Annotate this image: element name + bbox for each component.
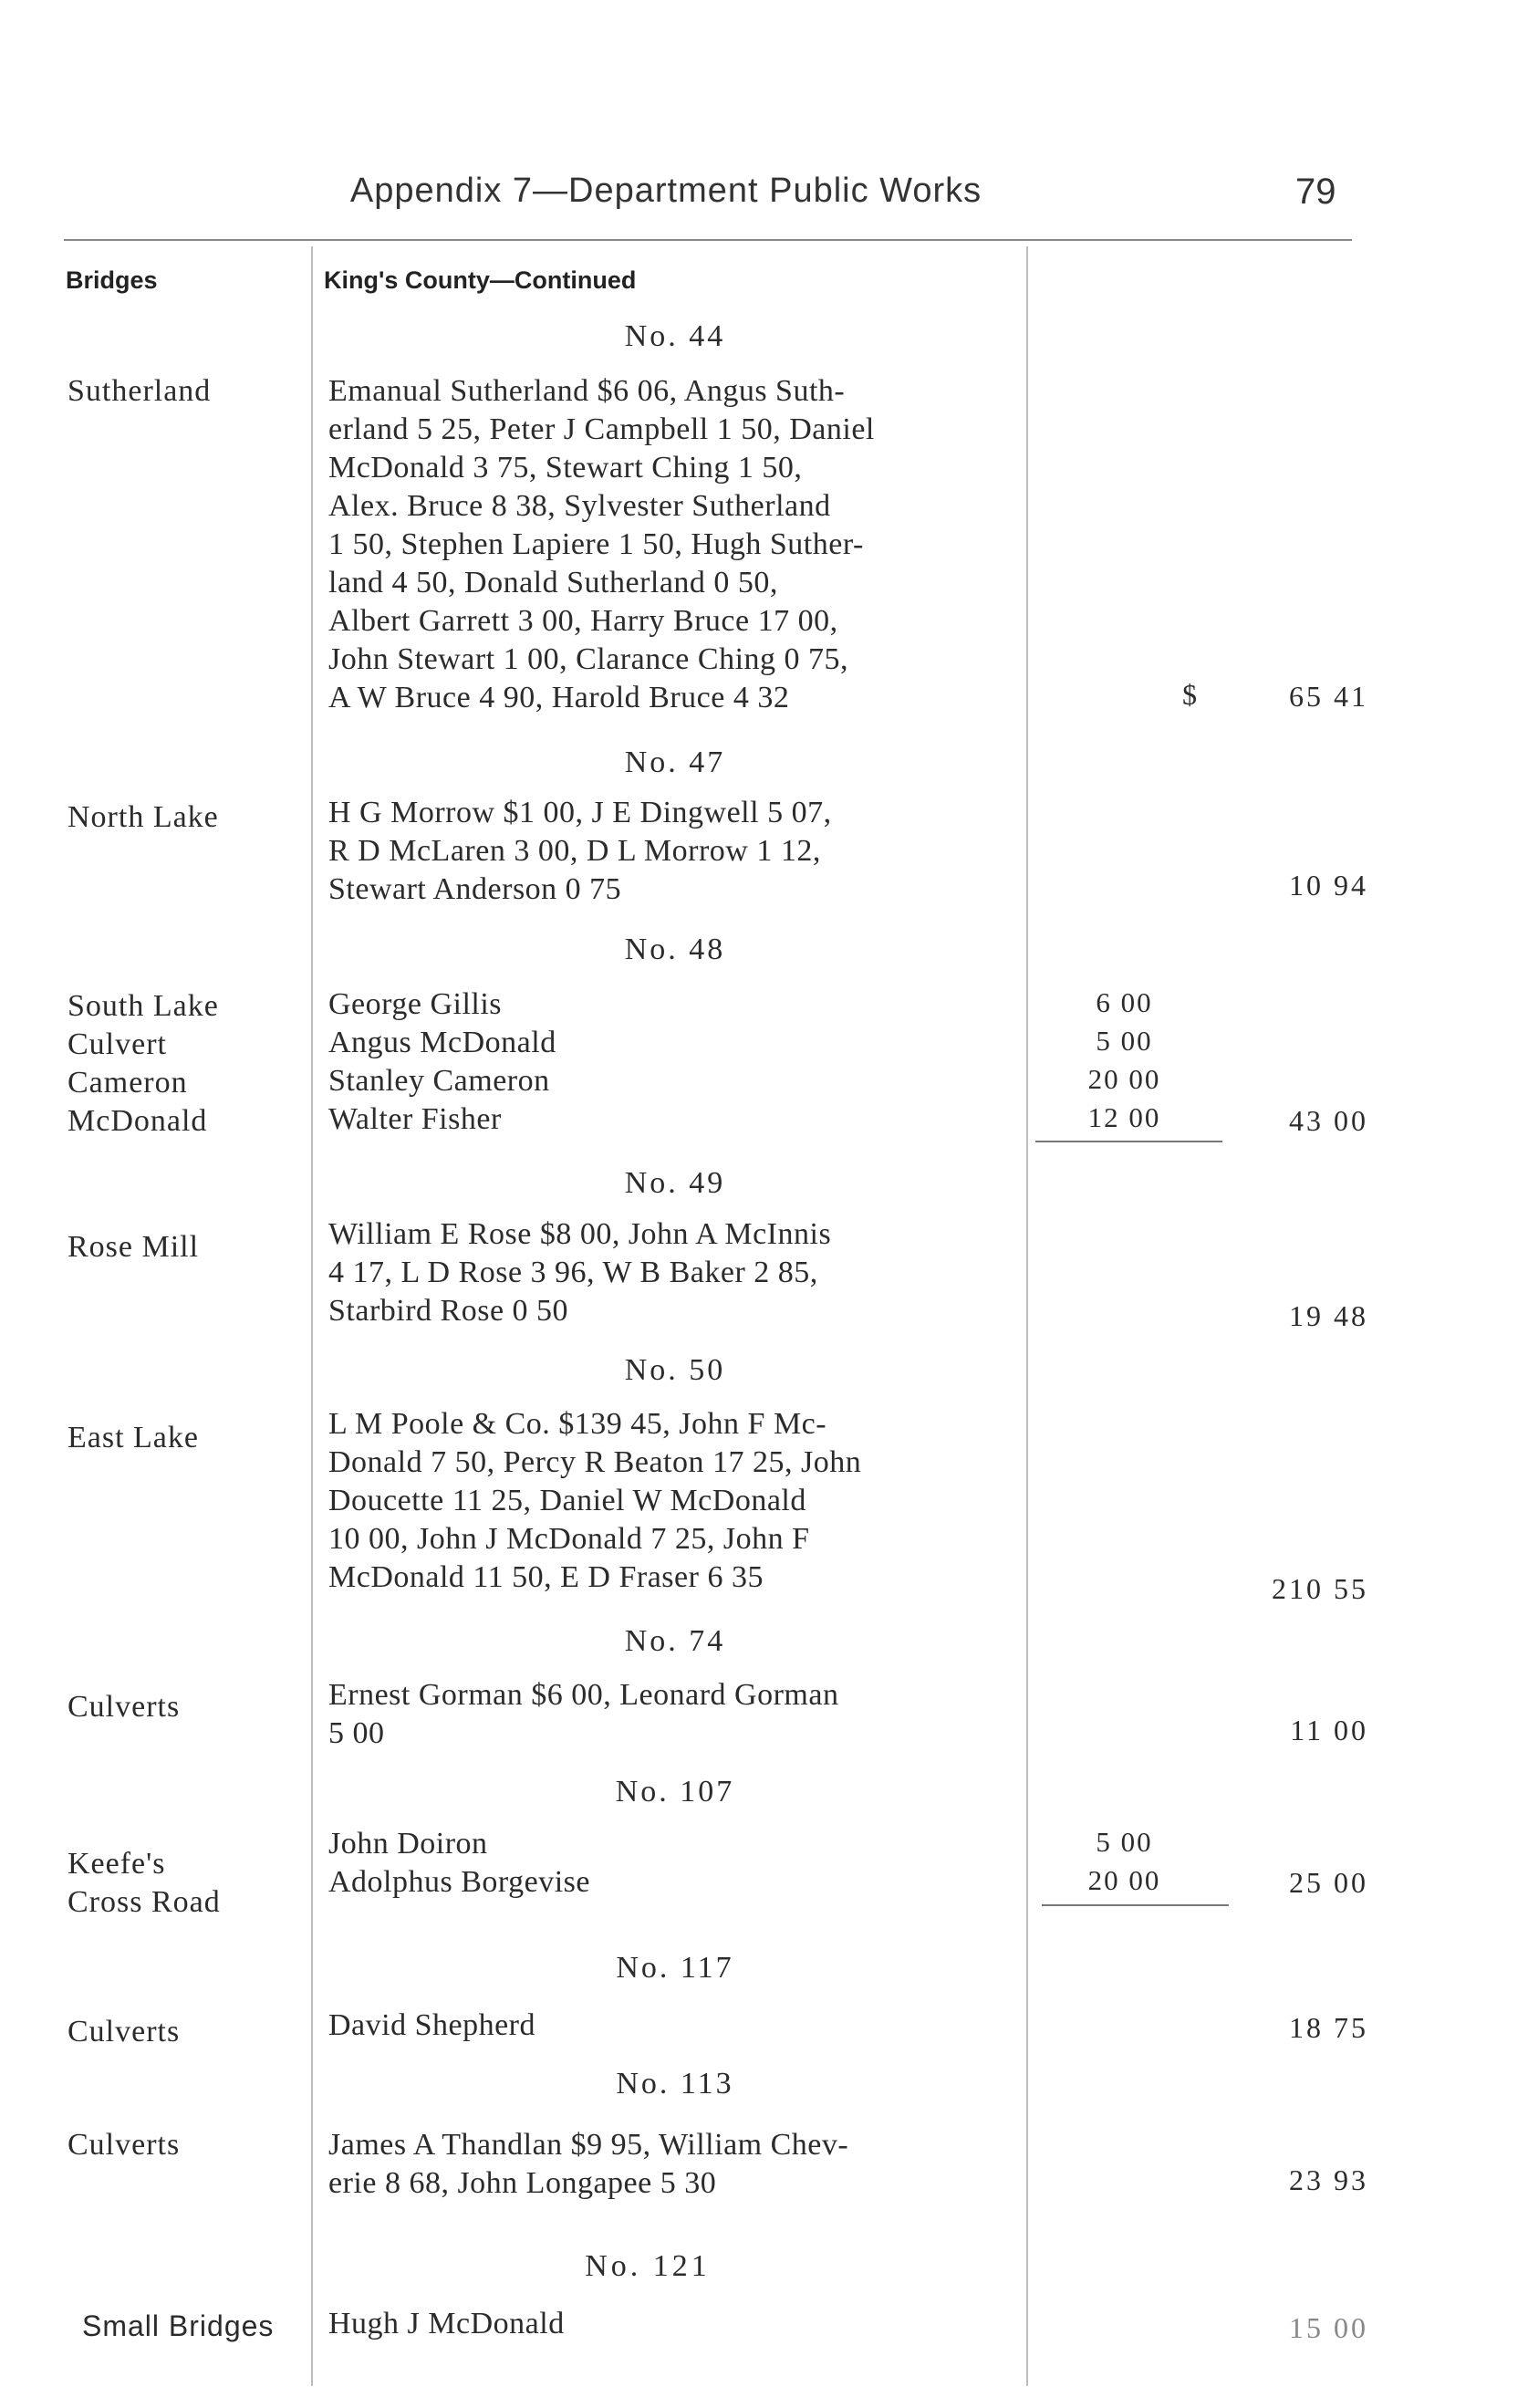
- item-amount: 5 00: [1096, 1025, 1153, 1057]
- section-total: 18 75: [1289, 2011, 1368, 2044]
- desc-line: David Shepherd: [328, 2008, 536, 2042]
- section-description: [328, 1676, 1022, 1753]
- section-total: 19 48: [1289, 1299, 1368, 1332]
- section-total: 10 94: [1289, 869, 1368, 902]
- column-head-county: King's County—Continued: [324, 266, 637, 294]
- place-line: Culvert: [68, 1027, 167, 1061]
- place-line: East Lake: [68, 1421, 199, 1454]
- section-number: No. 48: [624, 933, 726, 966]
- section-description: [328, 794, 1022, 909]
- header-rule: [64, 239, 1352, 241]
- place-name: [82, 2307, 338, 2345]
- desc-line: Albert Garrett 3 00, Harry Bruce 17 00,: [328, 604, 838, 638]
- section-number: No. 50: [624, 1353, 726, 1387]
- place-line: North Lake: [68, 800, 219, 834]
- section-total: 23 93: [1289, 2163, 1368, 2196]
- desc-line: 5 00: [328, 1716, 385, 1750]
- desc-line: Stanley Cameron: [328, 1064, 550, 1098]
- place-line: Small Bridges: [82, 2309, 275, 2342]
- place-line: McDonald: [68, 1104, 208, 1138]
- desc-line: 1 50, Stephen Lapiere 1 50, Hugh Suther-: [328, 527, 864, 561]
- section-total: 11 00: [1290, 1714, 1368, 1746]
- subtotal-rule: [1042, 1904, 1229, 1906]
- desc-line: H G Morrow $1 00, J E Dingwell 5 07,: [328, 796, 832, 829]
- section-number: No. 113: [616, 2067, 734, 2100]
- desc-line: L M Poole & Co. $139 45, John F Mc-: [328, 1407, 827, 1441]
- desc-line: Angus McDonald: [328, 1026, 556, 1059]
- section-number: No. 117: [616, 1951, 734, 1985]
- place-name: [68, 798, 323, 837]
- section-description: [328, 985, 1022, 1139]
- place-name: [68, 1688, 323, 1726]
- subtotal-rule: [1035, 1141, 1222, 1142]
- desc-line: William E Rose $8 00, John A McInnis: [328, 1217, 832, 1251]
- section-total: 25 00: [1289, 1866, 1368, 1899]
- section-number: No. 49: [624, 1166, 726, 1200]
- page-header-title: Appendix 7—Department Public Works: [349, 172, 982, 210]
- place-name: [68, 1419, 323, 1457]
- item-amount: 6 00: [1096, 986, 1153, 1018]
- section-description: [328, 2007, 1022, 2045]
- section-number: No. 47: [624, 745, 726, 779]
- place-line: Culverts: [68, 2128, 181, 2162]
- section-description: [328, 372, 1022, 717]
- desc-line: Hugh J McDonald: [328, 2307, 565, 2340]
- section-number: No. 74: [624, 1624, 726, 1658]
- desc-line: R D McLaren 3 00, D L Morrow 1 12,: [328, 834, 821, 868]
- desc-line: James A Thandlan $9 95, William Chev-: [328, 2128, 849, 2162]
- section-description: [328, 2126, 1022, 2203]
- place-line: Cameron: [68, 1066, 188, 1100]
- desc-line: Alex. Bruce 8 38, Sylvester Sutherland: [328, 489, 831, 523]
- section-total: 210 55: [1272, 1572, 1368, 1605]
- section-total: 65 41: [1289, 680, 1368, 713]
- place-line: Culverts: [68, 1690, 181, 1724]
- place-name: [68, 2013, 323, 2051]
- column-divider-right: [1026, 246, 1028, 2386]
- desc-line: Emanual Sutherland $6 06, Angus Suth-: [328, 374, 846, 408]
- desc-line: Adolphus Borgevise: [328, 1865, 590, 1899]
- column-head-bridges: Bridges: [66, 266, 158, 294]
- item-amount: 12 00: [1087, 1101, 1161, 1133]
- desc-line: George Gillis: [328, 987, 503, 1021]
- desc-line: 10 00, John J McDonald 7 25, John F: [328, 1522, 810, 1556]
- section-total: 15 00: [1289, 2311, 1368, 2344]
- item-amount: 5 00: [1096, 1826, 1153, 1858]
- section-number: No. 121: [585, 2249, 711, 2283]
- column-divider-left: [311, 246, 313, 2386]
- place-line: South Lake: [68, 989, 219, 1023]
- desc-line: Stewart Anderson 0 75: [328, 872, 622, 906]
- section-number: No. 107: [615, 1775, 735, 1809]
- place-name: [68, 987, 323, 1141]
- desc-line: A W Bruce 4 90, Harold Bruce 4 32: [328, 681, 790, 714]
- place-name: [68, 2126, 323, 2164]
- desc-line: erie 8 68, John Longapee 5 30: [328, 2166, 717, 2200]
- section-description: [328, 2305, 1022, 2343]
- place-line: Sutherland: [68, 374, 212, 408]
- desc-line: erland 5 25, Peter J Campbell 1 50, Daniel: [328, 412, 875, 446]
- desc-line: John Stewart 1 00, Clarance Ching 0 75,: [328, 642, 849, 676]
- desc-line: Starbird Rose 0 50: [328, 1294, 569, 1328]
- place-name: [68, 1228, 323, 1267]
- section-number: No. 44: [624, 319, 726, 353]
- place-line: Culverts: [68, 2015, 181, 2048]
- desc-line: land 4 50, Donald Sutherland 0 50,: [328, 566, 778, 599]
- desc-line: McDonald 11 50, E D Fraser 6 35: [328, 1560, 764, 1594]
- page-number: 79: [1295, 172, 1336, 212]
- desc-line: McDonald 3 75, Stewart Ching 1 50,: [328, 451, 803, 485]
- desc-line: Ernest Gorman $6 00, Leonard Gorman: [328, 1678, 839, 1712]
- item-amount: 20 00: [1087, 1063, 1161, 1095]
- place-line: Keefe's: [68, 1847, 166, 1881]
- dollar-sign: $: [1182, 678, 1197, 711]
- place-line: Cross Road: [68, 1885, 221, 1919]
- desc-line: Doucette 11 25, Daniel W McDonald: [328, 1484, 806, 1517]
- place-name: [68, 372, 323, 411]
- place-line: Rose Mill: [68, 1230, 200, 1264]
- place-name: [68, 1845, 323, 1922]
- desc-line: John Doiron: [328, 1827, 488, 1861]
- item-amount: 20 00: [1087, 1864, 1161, 1896]
- desc-line: 4 17, L D Rose 3 96, W B Baker 2 85,: [328, 1256, 818, 1289]
- desc-line: Donald 7 50, Percy R Beaton 17 25, John: [328, 1445, 862, 1479]
- section-description: [328, 1405, 1022, 1597]
- desc-line: Walter Fisher: [328, 1102, 502, 1136]
- section-description: [328, 1215, 1022, 1330]
- section-description: [328, 1825, 1022, 1902]
- section-total: 43 00: [1289, 1104, 1368, 1137]
